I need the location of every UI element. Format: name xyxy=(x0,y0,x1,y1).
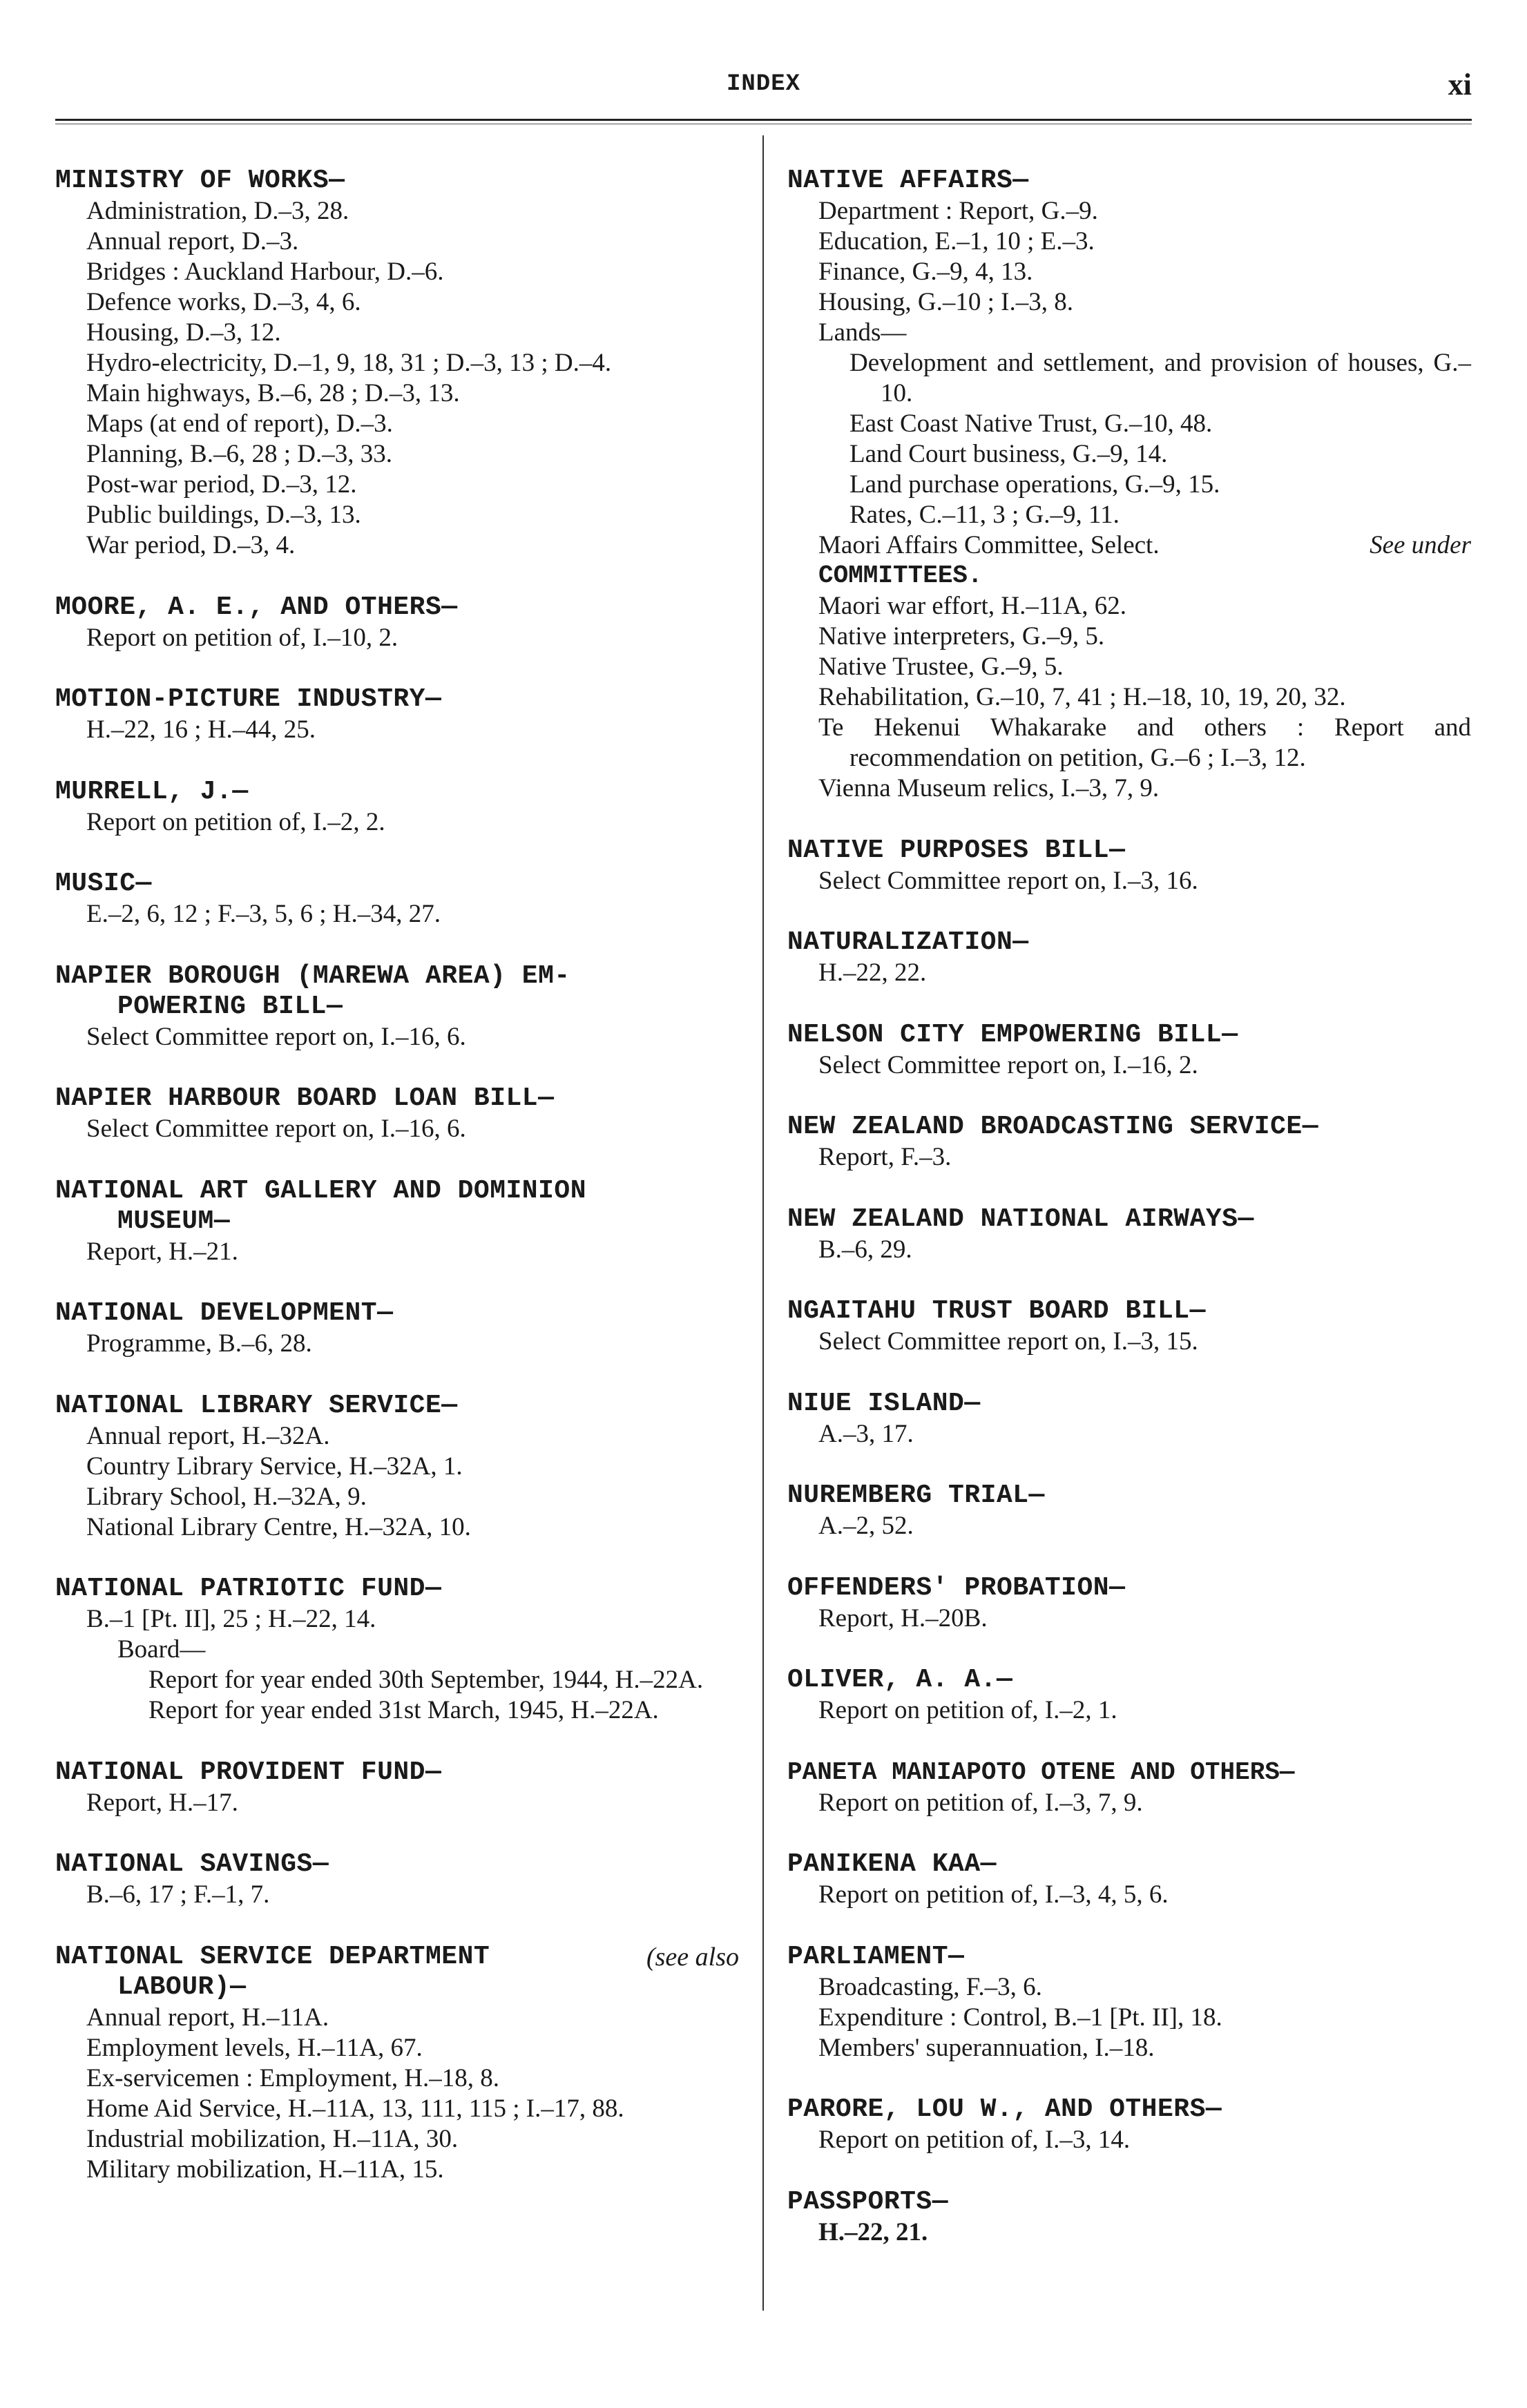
entry-line: Development and settlement, and provision of houses, G.–10. xyxy=(849,349,1471,407)
entry-heading: MUSIC— xyxy=(55,869,152,898)
header-rule xyxy=(55,119,1472,121)
entry-line: H.–22, 16 ; H.–44, 25. xyxy=(86,715,316,744)
entry-line: Department : Report, G.–9. xyxy=(818,197,1098,225)
index-entry xyxy=(55,1391,739,1543)
entry-line: Education, E.–1, 10 ; E.–3. xyxy=(818,227,1095,256)
entry-heading-continued: POWERING BILL— xyxy=(117,991,343,1021)
entry-line: Te Hekenui Whakarake and others : Report and recommendation on petition, G.–6 ; I.–3, 12. xyxy=(818,713,1471,772)
page-title: INDEX xyxy=(726,71,801,97)
entry-line: Programme, B.–6, 28. xyxy=(86,1329,312,1358)
entry-line: Housing, D.–3, 12. xyxy=(86,318,281,347)
entry-line: B.–6, 17 ; F.–1, 7. xyxy=(86,1880,270,1909)
index-entry xyxy=(787,1942,1471,2063)
entry-line: Select Committee report on, I.–3, 15. xyxy=(818,1327,1198,1356)
entry-heading: PANIKENA KAA— xyxy=(787,1849,997,1879)
entry-subheading: Lands— xyxy=(818,318,907,347)
cross-reference: COMMITTEES. xyxy=(818,561,983,590)
entry-line: East Coast Native Trust, G.–10, 48. xyxy=(849,410,1213,438)
index-entry xyxy=(787,1020,1471,1081)
entry-heading-continued: MUSEUM— xyxy=(117,1206,231,1236)
entry-heading: NEW ZEALAND BROADCASTING SERVICE— xyxy=(787,1112,1319,1142)
index-entry xyxy=(55,961,739,1052)
entry-heading: MOTION-PICTURE INDUSTRY— xyxy=(55,684,442,714)
entry-heading: NUREMBERG TRIAL— xyxy=(787,1481,1045,1510)
entry-line: A.–3, 17. xyxy=(818,1419,914,1448)
index-entry xyxy=(55,777,739,838)
entry-heading: NATIONAL LIBRARY SERVICE— xyxy=(55,1390,458,1420)
entry-line: Hydro-electricity, D.–1, 9, 18, 31 ; D.–3, 13 ; D.–4. xyxy=(86,349,612,377)
index-entry xyxy=(787,1389,1471,1449)
index-entry xyxy=(787,1296,1471,1357)
entry-heading: NAPIER HARBOUR BOARD LOAN BILL— xyxy=(55,1083,555,1113)
index-entry xyxy=(55,1298,739,1359)
index-entry xyxy=(787,836,1471,896)
index-entry xyxy=(55,1083,739,1144)
entry-heading: NATIONAL PATRIOTIC FUND— xyxy=(55,1574,442,1603)
entry-heading: NEW ZEALAND NATIONAL AIRWAYS— xyxy=(787,1204,1254,1234)
entry-line: Main highways, B.–6, 28 ; D.–3, 13. xyxy=(86,379,460,407)
entry-line: Annual report, H.–11A. xyxy=(86,2003,329,2032)
index-entry xyxy=(787,1481,1471,1541)
see-also-note: (see also xyxy=(646,1942,739,1972)
index-entry xyxy=(55,1574,739,1726)
entry-heading: PANETA MANIAPOTO OTENE AND OTHERS— xyxy=(787,1757,1295,1786)
entry-line: Report for year ended 30th September, 1944, H.–22A. xyxy=(148,1666,704,1694)
page-header xyxy=(55,66,1472,114)
entry-line: Report on petition of, I.–3, 4, 5, 6. xyxy=(818,1880,1169,1909)
index-entry xyxy=(55,593,739,653)
entry-heading: PASSPORTS— xyxy=(787,2186,949,2217)
entry-line: Report for year ended 31st March, 1945, H.–22A. xyxy=(148,1696,659,1724)
entry-line: H.–22, 21. xyxy=(818,2217,928,2246)
entry-line: National Library Centre, H.–32A, 10. xyxy=(86,1512,471,1541)
entry-line: Report, H.–21. xyxy=(86,1237,238,1266)
entry-line: E.–2, 6, 12 ; F.–3, 5, 6 ; H.–34, 27. xyxy=(86,900,441,928)
right-column xyxy=(787,166,1471,2279)
entry-line: Maps (at end of report), D.–3. xyxy=(86,410,393,438)
entry-heading-text: NATIONAL SERVICE DEPARTMENT xyxy=(55,1941,490,1972)
entry-line: Industrial mobilization, H.–11A, 30. xyxy=(86,2124,459,2153)
entry-heading: NIUE ISLAND— xyxy=(787,1388,981,1418)
entry-line: Rehabilitation, G.–10, 7, 41 ; H.–18, 10, 19, 20, 32. xyxy=(818,683,1346,711)
entry-heading: PARORE, LOU W., AND OTHERS— xyxy=(787,2094,1222,2124)
entry-line: Report on petition of, I.–3, 7, 9. xyxy=(818,1788,1143,1817)
entry-line: Select Committee report on, I.–16, 6. xyxy=(86,1022,466,1051)
entry-line: Rates, C.–11, 3 ; G.–9, 11. xyxy=(849,501,1120,529)
entry-heading: NATIONAL PROVIDENT FUND— xyxy=(55,1757,442,1787)
entry-line: Public buildings, D.–3, 13. xyxy=(86,501,361,529)
entry-line: Home Aid Service, H.–11A, 13, 111, 115 ; I.–17, 88. xyxy=(86,2094,624,2123)
index-entry xyxy=(787,166,1471,804)
entry-heading: OFFENDERS' PROBATION— xyxy=(787,1572,1126,1603)
entry-heading: NATIONAL DEVELOPMENT— xyxy=(55,1298,394,1328)
entry-heading: NATIVE PURPOSES BILL— xyxy=(787,835,1126,865)
entry-line: Planning, B.–6, 28 ; D.–3, 33. xyxy=(86,440,392,468)
entry-line: H.–22, 22. xyxy=(818,959,927,987)
entry-line: Military mobilization, H.–11A, 15. xyxy=(86,2155,444,2184)
entry-heading: NGAITAHU TRUST BOARD BILL— xyxy=(787,1296,1206,1326)
entry-line: War period, D.–3, 4. xyxy=(86,531,296,559)
index-entry xyxy=(55,1757,739,1818)
index-entry xyxy=(787,1204,1471,1265)
index-entry xyxy=(787,2187,1471,2248)
entry-line: Bridges : Auckland Harbour, D.–6. xyxy=(86,258,444,286)
see-under-note: See under xyxy=(1370,531,1471,559)
entry-line: Native interpreters, G.–9, 5. xyxy=(818,622,1105,651)
entry-line: Expenditure : Control, B.–1 [Pt. II], 18. xyxy=(818,2003,1222,2032)
index-entry xyxy=(55,1942,739,2185)
index-entry xyxy=(787,1573,1471,1634)
entry-line: Select Committee report on, I.–16, 2. xyxy=(818,1050,1198,1079)
entry-heading: OLIVER, A. A.— xyxy=(787,1665,1013,1695)
entry-line: Annual report, D.–3. xyxy=(86,227,299,256)
entry-line: Defence works, D.–3, 4, 6. xyxy=(86,288,361,316)
entry-line: Ex-servicemen : Employment, H.–18, 8. xyxy=(86,2063,500,2092)
entry-line: A.–2, 52. xyxy=(818,1512,914,1540)
entry-line: Library School, H.–32A, 9. xyxy=(86,1482,367,1511)
entry-line: Report, F.–3. xyxy=(818,1143,952,1171)
index-entry xyxy=(787,1665,1471,1726)
entry-line: Select Committee report on, I.–3, 16. xyxy=(818,866,1198,895)
entry-line: Land purchase operations, G.–9, 15. xyxy=(849,470,1220,499)
entry-line: Members' superannuation, I.–18. xyxy=(818,2033,1155,2062)
index-entry xyxy=(55,166,739,561)
entry-heading xyxy=(55,1942,739,1972)
index-entry xyxy=(55,684,739,745)
entry-line: Post-war period, D.–3, 12. xyxy=(86,470,357,499)
entry-line: B.–1 [Pt. II], 25 ; H.–22, 14. xyxy=(86,1605,376,1633)
index-entry xyxy=(787,1112,1471,1173)
entry-heading: NAPIER BOROUGH (MAREWA AREA) EM- xyxy=(55,961,570,991)
entry-heading: MURRELL, J.— xyxy=(55,776,249,807)
entry-line: Report, H.–17. xyxy=(86,1788,238,1817)
entry-line: Annual report, H.–32A. xyxy=(86,1421,330,1450)
entry-heading: NATURALIZATION— xyxy=(787,927,1029,957)
entry-line-text: Maori Affairs Committee, Select. xyxy=(818,531,1160,559)
entry-line: Administration, D.–3, 28. xyxy=(86,197,349,225)
entry-line: Native Trustee, G.–9, 5. xyxy=(818,653,1064,681)
left-column xyxy=(55,166,739,2216)
index-entry xyxy=(787,1757,1471,1818)
index-entry xyxy=(787,1849,1471,1910)
entry-heading: MOORE, A. E., AND OTHERS— xyxy=(55,592,458,622)
index-entry xyxy=(55,1849,739,1910)
entry-heading: NELSON CITY EMPOWERING BILL— xyxy=(787,1019,1238,1050)
column-divider xyxy=(762,135,764,2311)
entry-line: Country Library Service, H.–32A, 1. xyxy=(86,1452,463,1481)
entry-line: B.–6, 29. xyxy=(818,1235,912,1264)
entry-heading-continued: LABOUR)— xyxy=(117,1972,247,2002)
entry-line: Maori war effort, H.–11A, 62. xyxy=(818,592,1126,620)
entry-line: Report on petition of, I.–2, 1. xyxy=(818,1696,1117,1724)
entry-heading: NATIONAL SAVINGS— xyxy=(55,1849,329,1879)
entry-heading: NATIONAL ART GALLERY AND DOMINION xyxy=(55,1175,587,1206)
entry-heading: PARLIAMENT— xyxy=(787,1941,965,1972)
index-entry xyxy=(787,2094,1471,2155)
entry-line: Land Court business, G.–9, 14. xyxy=(849,440,1168,468)
entry-line: Finance, G.–9, 4, 13. xyxy=(818,258,1033,286)
entry-line: Report on petition of, I.–3, 14. xyxy=(818,2126,1131,2154)
entry-line xyxy=(787,530,1471,561)
index-entry xyxy=(55,869,739,930)
entry-line: Employment levels, H.–11A, 67. xyxy=(86,2033,423,2062)
entry-line: Report on petition of, I.–2, 2. xyxy=(86,807,385,836)
index-entry xyxy=(787,927,1471,988)
entry-line: Select Committee report on, I.–16, 6. xyxy=(86,1115,466,1143)
entry-line: Report, H.–20B. xyxy=(818,1603,988,1632)
entry-line: Vienna Museum relics, I.–3, 7, 9. xyxy=(818,774,1160,802)
index-entry xyxy=(55,1176,739,1267)
entry-line: Broadcasting, F.–3, 6. xyxy=(818,1972,1042,2001)
entry-line: Housing, G.–10 ; I.–3, 8. xyxy=(818,288,1073,316)
entry-heading: NATIVE AFFAIRS— xyxy=(787,166,1029,195)
page-number: xi xyxy=(1448,68,1472,102)
entry-heading: MINISTRY OF WORKS— xyxy=(55,166,345,195)
entry-subheading: Board— xyxy=(117,1635,206,1664)
entry-line: Report on petition of, I.–10, 2. xyxy=(86,623,398,652)
